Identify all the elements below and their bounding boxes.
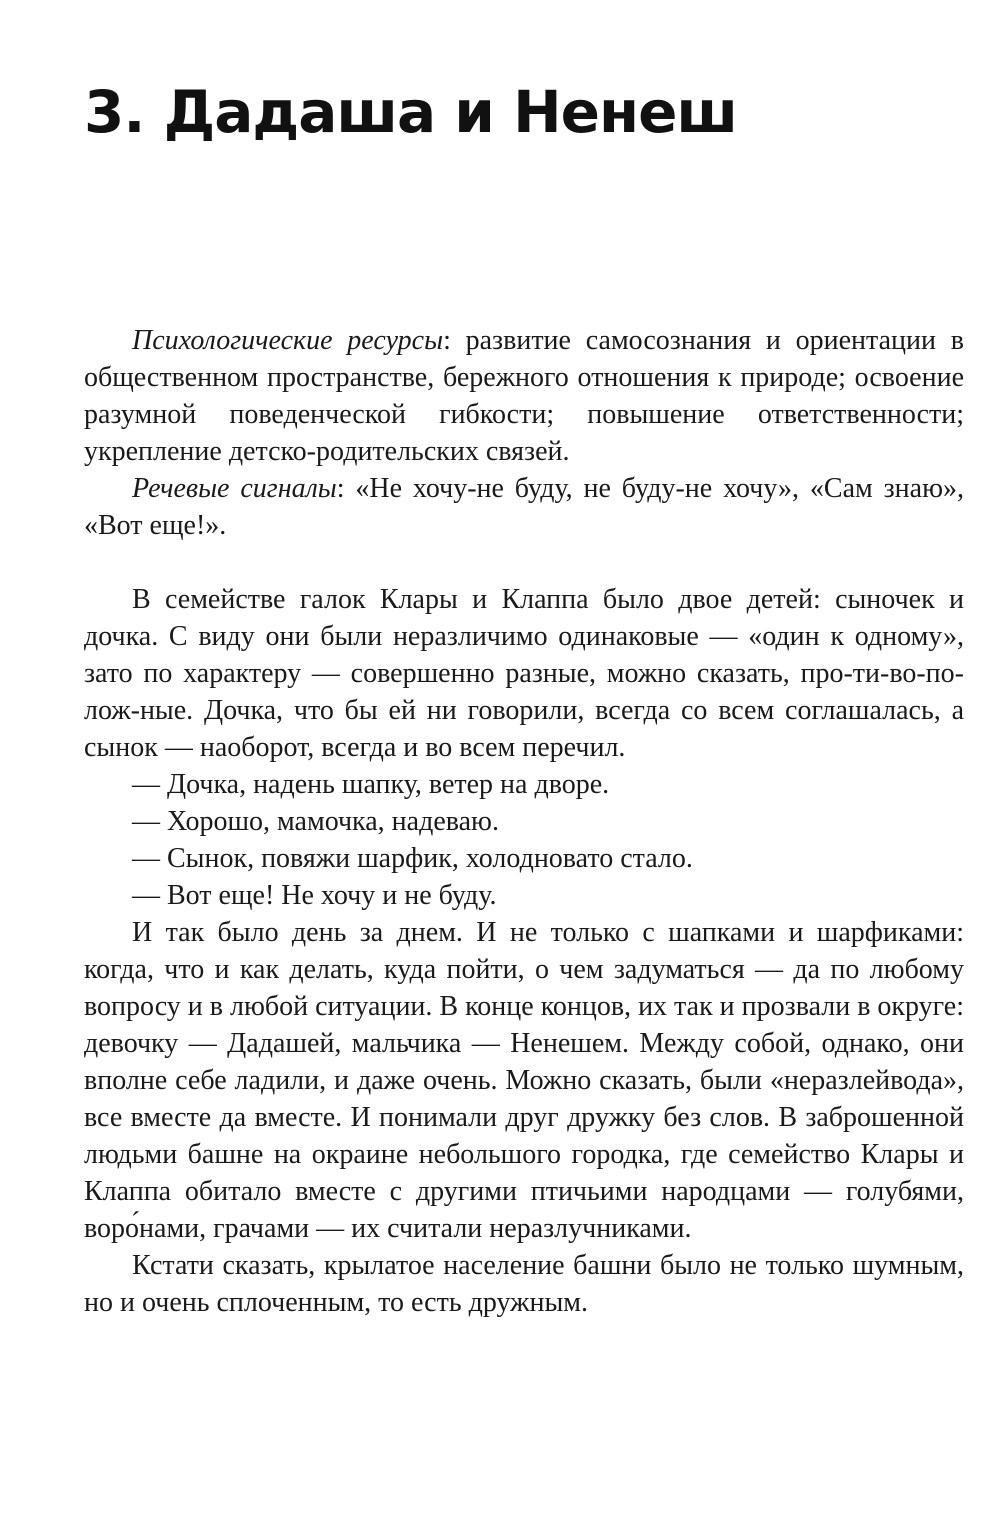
story-paragraph-2: И так было день за днем. И не только с шапками и шарфиками: когда, что и как делать, куда пойти, о чем задуматься — да по любому вопросу и в любой ситуации. В конце концов, их так и прозвали в округе: девочку — Дадашей, мальчика — Ненешем. Между собой, однако, они вполне себе ладили, и даже очень. Можно сказать, были «неразлейвода», все вместе да вместе. И понимали друг дружку без слов. В заброшенной людьми башне на окраине небольшого городка, где семейство Клары и Клаппа обитало вместе с другими птичьими народцами — голубями, воро́нами, грачами — их считали неразлучниками.	[84, 917, 964, 1244]
story-paragraph-3: Кстати сказать, крылатое население башни было не только шумным, но и очень сплоченным, то есть дружным.	[84, 1250, 964, 1318]
dialogue-line-4: — Вот еще! Не хочу и не буду.	[132, 880, 497, 911]
page-body	[84, 322, 964, 1321]
chapter-title: 3. Дадаша и Ненеш	[84, 78, 738, 146]
dialogue-line-3: — Сынок, повяжи шарфик, холодновато стало.	[132, 843, 693, 874]
story-paragraph-1: В семействе галок Клары и Клаппа было двое детей: сыночек и дочка. С виду они были неразличимо одинаковые — «один к одному», зато по характеру — совершенно разные, можно сказать, про-ти-во-по-лож-ные. Дочка, что бы ей ни говорили, всегда со всем соглашалась, а сынок — наоборот, всегда и во всем перечил.	[84, 584, 964, 763]
resources-paragraph	[84, 322, 964, 470]
dialogue-line-2: — Хорошо, мамочка, надеваю.	[132, 806, 499, 837]
section-gap	[84, 544, 964, 581]
dialogue-line-1: — Дочка, надень шапку, ветер на дворе.	[132, 769, 610, 800]
signals-label: Речевые сигналы	[132, 473, 337, 504]
resources-text: : развитие самосознания и ориентации в общественном пространстве, бережного отношения к природе; освоение разумной поведенческой гибкости; повышение ответственности; укрепление детско-родительских связей.	[84, 325, 964, 467]
resources-label: Психологические ресурсы	[132, 325, 444, 356]
signals-text: : «Не хочу-не буду, не буду-не хочу», «Сам знаю», «Вот еще!».	[84, 473, 964, 541]
signals-paragraph	[84, 470, 964, 544]
